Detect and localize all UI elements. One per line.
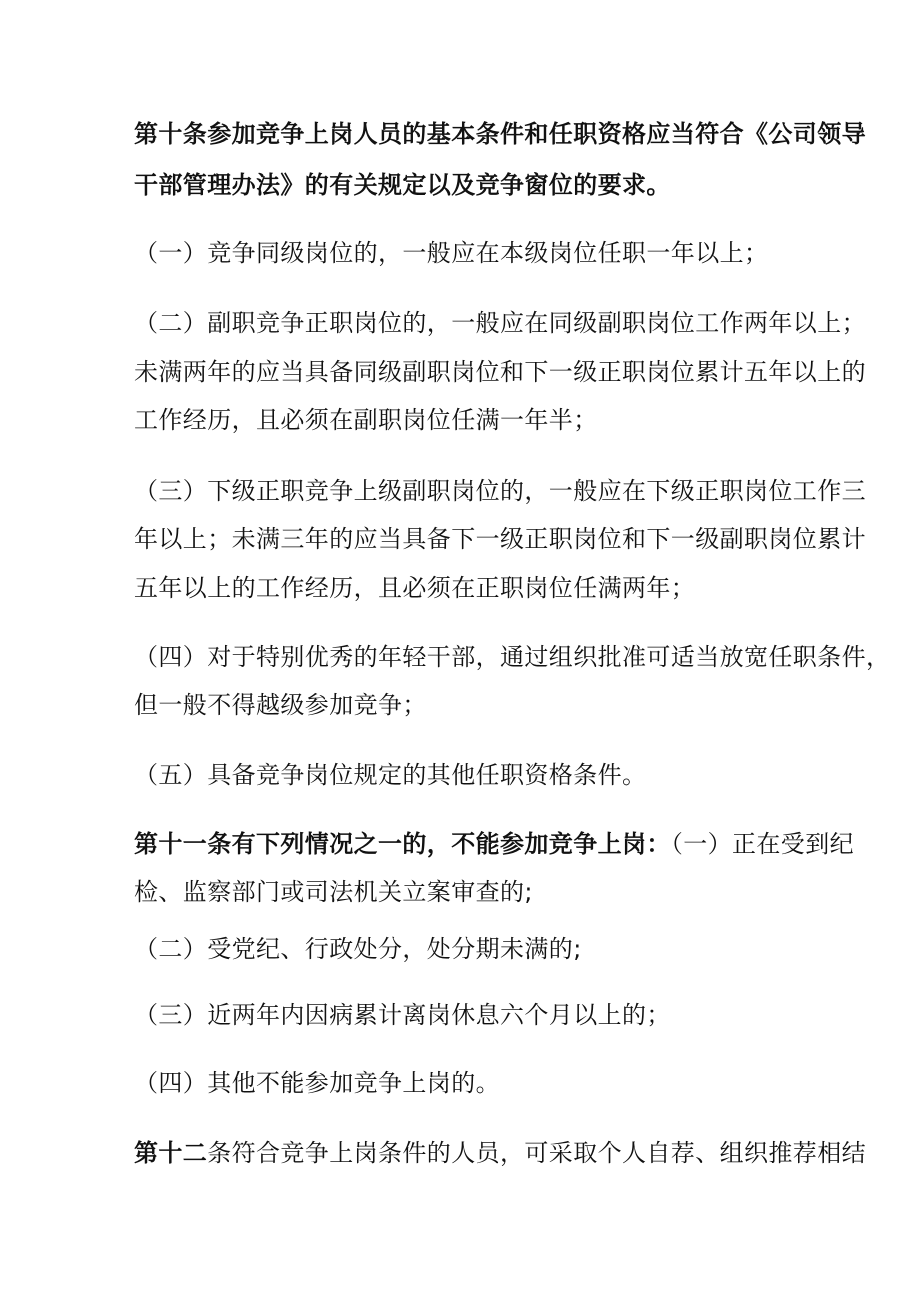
article-10-item-4-line-1 [134, 642, 890, 672]
article-10-heading-line-1 [134, 119, 866, 149]
article-11-item-4 [134, 1068, 500, 1098]
text-run: （三）下级正职竞争上级副职岗位的，一般应在下级正职岗位工作三 [134, 477, 866, 505]
text-run: （四）其他不能参加竞争上岗的。 [134, 1069, 500, 1097]
article-11-heading: 第十一条有下列情况之一的，不能参加竞争上岗： [134, 830, 671, 858]
text-run: 五年以上的工作经历，且必须在正职岗位任满两年； [134, 574, 696, 602]
text-run: 但一般不得越级参加竞争； [134, 691, 427, 719]
text-run: （二）受党纪、行政处分，处分期未满的; [134, 935, 582, 963]
article-10-item-1 [134, 238, 768, 268]
text-run: （四）对于特别优秀的年轻干部，通过组织批准可适当放宽任职条件， [134, 643, 891, 671]
article-10-heading-line-2 [134, 170, 671, 200]
article-10-item-3-line-1 [134, 476, 866, 506]
article-10-item-3-line-3 [134, 573, 695, 603]
article-11-item-3 [134, 1000, 671, 1030]
text-run: 工作经历，且必须在副职岗位任满一年半； [134, 406, 598, 434]
article-10-item-3-line-2 [134, 524, 866, 554]
text-run: 检、监察部门或司法机关立案审查的; [134, 878, 533, 906]
article-10-item-4-line-2 [134, 690, 427, 720]
text-run: （三）近两年内因病累计离岗休息六个月以上的； [134, 1001, 671, 1029]
article-11-line-2 [134, 877, 533, 907]
article-12-line-1 [134, 1138, 866, 1168]
text-run: 第十条参加竞争上岗人员的基本条件和任职资格应当符合《公司领导 [134, 120, 866, 148]
text-run: （二）副职竞争正职岗位的，一般应在同级副职岗位工作两年以上； [134, 309, 866, 337]
text-run: （一）正在受到纪 [670, 830, 855, 858]
article-11-line-1 [134, 829, 854, 859]
article-12-heading: 第十二 [134, 1139, 208, 1167]
text-run: 年以上；未满三年的应当具备下一级正职岗位和下一级副职岗位累计 [134, 525, 866, 553]
text-run: （一）竞争同级岗位的，一般应在本级岗位任职一年以上； [134, 239, 769, 267]
text-run: 干部管理办法》的有关规定以及竞争窗位的要求。 [134, 171, 671, 199]
article-10-item-2-line-3 [134, 405, 598, 435]
text-run: （五）具备竞争岗位规定的其他任职资格条件。 [134, 761, 647, 789]
article-10-item-2-line-2 [134, 357, 866, 387]
article-10-item-5 [134, 760, 646, 790]
text-run: 条符合竞争上岗条件的人员，可采取个人自荐、组织推荐相结 [207, 1139, 867, 1167]
article-10-item-2-line-1 [134, 308, 866, 338]
text-run: 未满两年的应当具备同级副职岗位和下一级正职岗位累计五年以上的 [134, 358, 866, 386]
article-11-item-2 [134, 934, 582, 964]
